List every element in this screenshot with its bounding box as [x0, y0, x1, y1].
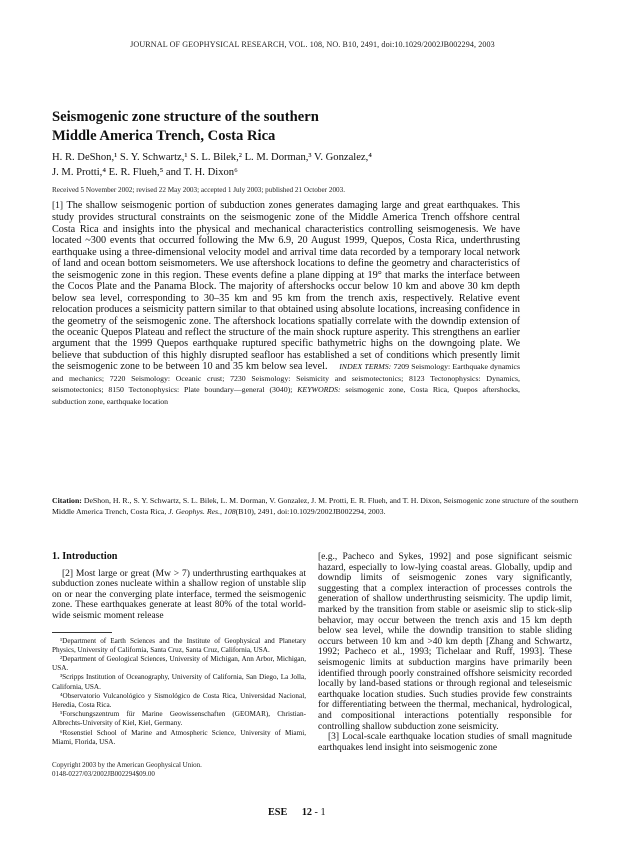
- citation-text: DeShon, H. R., S. Y. Schwartz, S. L. Bilek, L. M. Dorman, V. Gonzalez, J. M. Protti, E. R. Flueh, and T. H. Dixon, Seismogenic zone structure of the southern Middle America Trench, Costa Rica,: [52, 496, 579, 516]
- citation-journal: J. Geophys. Res., 108: [168, 506, 236, 516]
- footnote: ²Department of Geological Sciences, University of Michigan, Ann Arbor, Michigan, USA.: [52, 654, 306, 673]
- issn-line: 0148-0227/03/2002JB002294$09.00: [52, 769, 155, 778]
- folio-subpage: - 1: [312, 807, 326, 818]
- citation-doi: (B10), 2491, doi:10.1029/2002JB002294, 2003.: [235, 506, 386, 516]
- footnote: ⁶Rosenstiel School of Marine and Atmospheric Science, University of Miami, Miami, Florida, USA.: [52, 728, 306, 746]
- authors-line-1: H. R. DeShon,¹ S. Y. Schwartz,¹ S. L. Bilek,² L. M. Dorman,³ V. Gonzalez,⁴: [52, 152, 372, 163]
- paper-title: [52, 108, 572, 146]
- copyright-line: Copyright 2003 by the American Geophysical Union.: [52, 761, 202, 769]
- title-line-1: Seismogenic zone structure of the southern: [52, 109, 319, 125]
- keywords-text: seismogenic zone, Costa Rica, Quepos aftershocks, subduction zone, earthquake location: [52, 385, 520, 406]
- footnote: ⁵Forschungszentrum für Marine Geowissenschaften (GEOMAR), Christian-Albrechts-University of Kiel, Kiel, Germany.: [52, 710, 306, 728]
- intro-paragraph-3: [3] Local-scale earthquake location studies of small magnitude earthquakes lend insight into seismogenic zone: [318, 732, 572, 753]
- abstract-text: The shallow seismogenic portion of subduction zones generates damaging large and great earthquakes. This study provides structural constraints on the seismogenic zone of the Middle America Trench offshore central Costa Rica and insights into the physical and mechanical characteristics controlling seismogenesis. We have located ~300 events that occurred following the Mw 6.9, 20 August 1999, Quepos, Costa Rica, underthrusting earthquake using a three-dimensional velocity model and arrival time data recorded by a temporary local network of land and ocean bottom seismometers. We use aftershock locations to define the geometry and characteristics of the seismogenic zone in this region. These events define a plane dipping at 19° that marks the interface between the Cocos Plate and the Panama Block. The majority of aftershocks occur below 10 km and above 30 km depth below sea level, corresponding to 30–35 km and 95 km from the trench axis, respectively. Relative event relocation produces a seismicity pattern similar to that obtained using absolute locations, increasing confidence in the geometry of the seismogenic zone. The aftershock locations spatially correlate with the downdip extension of the oceanic Quepos Plateau and reflect the structure of the main shock rupture asperity. This strengthens an earlier argument that the 1999 Quepos earthquake ruptured specific bathymetric highs on the downgoing plate. We believe that subduction of this highly disrupted seafloor has established a set of conditions which presently limit the seismogenic zone to be between 10 and 35 km below sea level.: [52, 200, 520, 373]
- author-list: [52, 150, 572, 180]
- citation-label: Citation:: [52, 496, 82, 505]
- index-terms-label: INDEX TERMS:: [339, 362, 392, 372]
- folio-label: ESE: [268, 807, 288, 818]
- authors-line-2: J. M. Protti,⁴ E. R. Flueh,⁵ and T. H. Dixon⁶: [52, 167, 238, 178]
- intro-paragraph-2: [2] Most large or great (Mw > 7) underthrusting earthquakes at subduction zones nucleate within a shallow region of unstable slip on or near the converging plate interface, termed the seismogenic zone. These earthquakes generate at least 80% of the total world-wide seismic moment release: [52, 568, 306, 621]
- index-terms-text: 7209 Seismology: Earthquake dynamics and mechanics; 7220 Seismology: Oceanic crust; 7230 Seismology: Seismicity and seismotectonics; 8123 Tectonophysics: Dynamics, seismotectonics; 8150 Tectonophysics: Plate boundary—general (3040);: [52, 362, 521, 395]
- footnote-divider: [52, 632, 112, 633]
- intro-continued-paragraph: [e.g., Pacheco and Sykes, 1992] and pose significant seismic hazard, especially to low-lying coastal areas. Globally, updip and downdip limits of seismogenic zones vary significantly, suggesting that a complex interaction of processes controls the generation of shallow underthrusting seismicity. The updip limit, marked by the transition from stable or aseismic slip to stick-slip behavior, may occur between the trench axis and 15 km depth below sea level, while the downdip transition to stable sliding occurs between 10 km and >40 km depth [Zhang and Schwartz, 1992; Pacheco et al., 1993; Tichelaar and Ruff, 1993]. These seismogenic limits at subduction margins have primarily been identified through poorly constrained offshore seismicity recorded locally by land-based stations or through regional and teleseismic earthquake location studies. Such studies provide few constraints for differentiating between the thermal, mechanical, hydrological, and compositional interactions potentially responsible for controlling shallow subduction zone seismicity.: [318, 552, 572, 732]
- title-line-2: Middle America Trench, Costa Rica: [52, 128, 276, 144]
- keywords-label: KEYWORDS:: [297, 385, 341, 395]
- copyright-notice: [52, 761, 306, 779]
- citation-block: [52, 496, 582, 517]
- running-head: JOURNAL OF GEOPHYSICAL RESEARCH, VOL. 108, NO. B10, 2491, doi:10.1029/2002JB002294, 2003: [130, 40, 495, 49]
- footnote: ⁴Observatorio Vulcanológico y Sismológico de Costa Rica, Universidad Nacional, Heredia, Costa Rica.: [52, 691, 306, 709]
- affiliation-footnotes: [52, 637, 306, 747]
- right-column: [318, 552, 572, 753]
- folio-page-number: 12: [301, 807, 312, 818]
- section-heading-introduction: 1. Introduction: [52, 551, 118, 562]
- left-column: [52, 552, 306, 779]
- footnote: ¹Department of Earth Sciences and the Institute of Geophysical and Planetary Physics, University of California, Santa Cruz, Santa Cruz, California, USA.: [52, 636, 306, 654]
- abstract: [52, 200, 520, 407]
- abstract-paragraph-number: [1]: [52, 201, 64, 211]
- footnote: ³Scripps Institution of Oceanography, University of California, San Diego, La Jolla, California, USA.: [52, 673, 306, 691]
- received-dates: Received 5 November 2002; revised 22 May 2003; accepted 1 July 2003; published 21 October 2003.: [52, 186, 346, 194]
- page-folio: [268, 807, 326, 818]
